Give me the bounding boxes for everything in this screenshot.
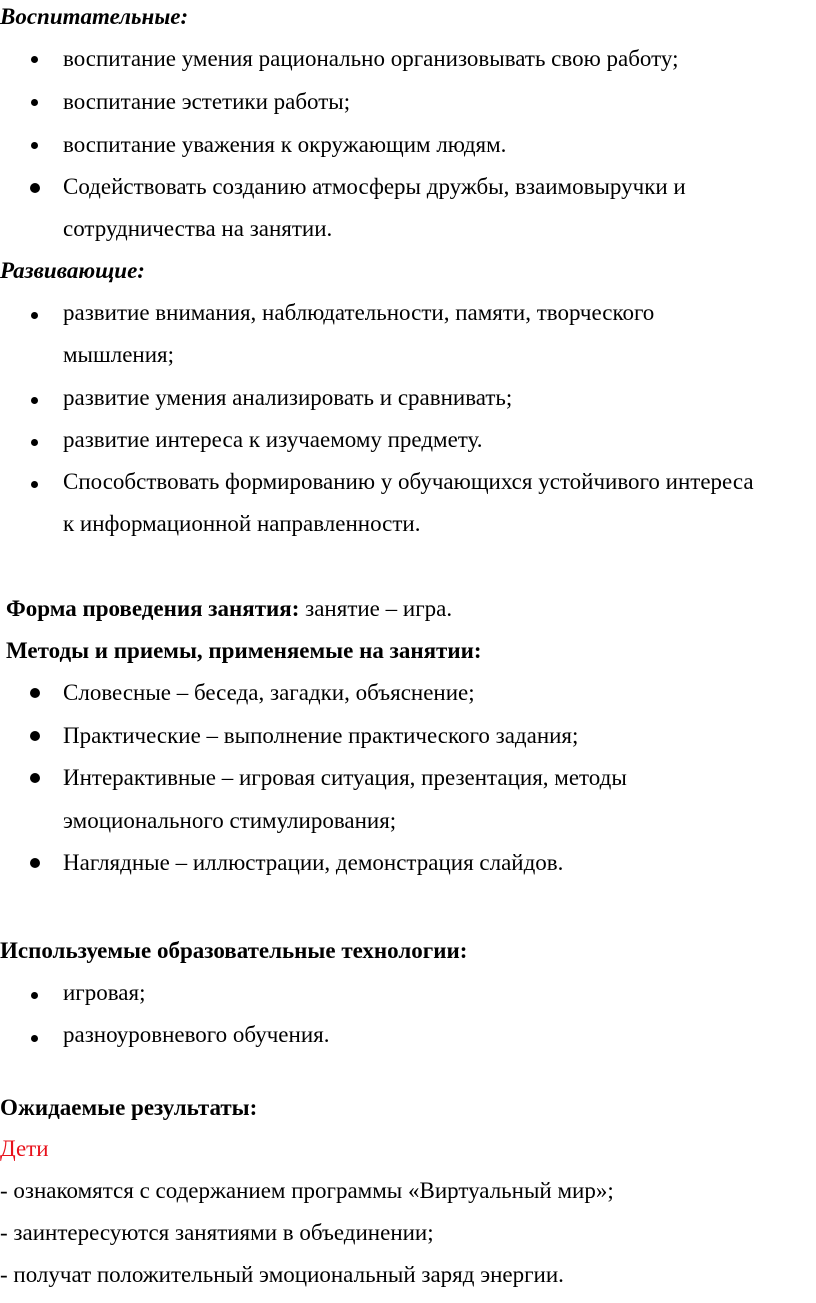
section-heading-vospitatelnye: Воспитательные: (0, 4, 189, 29)
bullet-icon (30, 731, 40, 741)
list-item-continuation: мышления; (63, 342, 174, 367)
list-item: Словесные – беседа, загадки, объяснение; (63, 680, 475, 705)
list-item: Содействовать созданию атмосферы дружбы, взаимовыручки и (63, 174, 686, 199)
form-of-lesson (6, 595, 452, 623)
bullet-icon (30, 858, 40, 868)
bullet-icon (30, 688, 40, 698)
bullet-icon (31, 397, 38, 404)
list-item: Способствовать формированию у обучающихся устойчивого интереса (63, 469, 754, 494)
list-item: развитие интереса к изучаемому предмету. (63, 427, 483, 452)
section-heading-technologies: Используемые образовательные технологии: (0, 938, 468, 963)
bullet-icon (31, 56, 38, 63)
form-of-lesson-value: занятие – игра. (299, 596, 453, 621)
list-item: игровая; (63, 980, 146, 1005)
bullet-icon (31, 142, 38, 149)
list-item: развитие умения анализировать и сравнивать; (63, 385, 513, 410)
list-item: Практические – выполнение практического задания; (63, 723, 579, 748)
list-item: воспитание уважения к окружающим людям. (63, 132, 507, 157)
list-item-continuation: эмоционального стимулирования; (63, 808, 397, 833)
section-heading-methods: Методы и приемы, применяемые на занятии: (6, 638, 482, 663)
bullet-icon (31, 1035, 38, 1042)
result-item: - заинтересуются занятиями в объединении; (0, 1220, 434, 1245)
bullet-icon (30, 183, 40, 193)
results-subheading: Дети (0, 1136, 49, 1161)
list-item: развитие внимания, наблюдательности, памяти, творческого (63, 300, 655, 325)
bullet-icon (31, 992, 38, 999)
result-item: - получат положительный эмоциональный заряд энергии. (0, 1262, 564, 1287)
section-heading-results: Ожидаемые результаты: (0, 1095, 258, 1120)
section-heading-razvivayushchie: Развивающие: (0, 258, 145, 283)
bullet-icon (31, 99, 38, 106)
bullet-icon (31, 439, 38, 446)
list-item: Интерактивные – игровая ситуация, презентация, методы (63, 765, 627, 790)
list-item-continuation: к информационной направленности. (63, 511, 421, 536)
bullet-icon (31, 312, 38, 319)
bullet-icon (30, 773, 40, 783)
list-item-continuation: сотрудничества на занятии. (63, 216, 333, 241)
result-item: - ознакомятся с содержанием программы «Виртуальный мир»; (0, 1178, 614, 1203)
list-item: Наглядные – иллюстрации, демонстрация слайдов. (63, 850, 564, 875)
list-item: воспитание эстетики работы; (63, 89, 351, 114)
list-item: воспитание умения рационально организовывать свою работу; (63, 46, 679, 71)
form-of-lesson-label: Форма проведения занятия: (6, 596, 300, 621)
list-item: разноуровневого обучения. (63, 1022, 330, 1047)
bullet-icon (31, 481, 38, 488)
